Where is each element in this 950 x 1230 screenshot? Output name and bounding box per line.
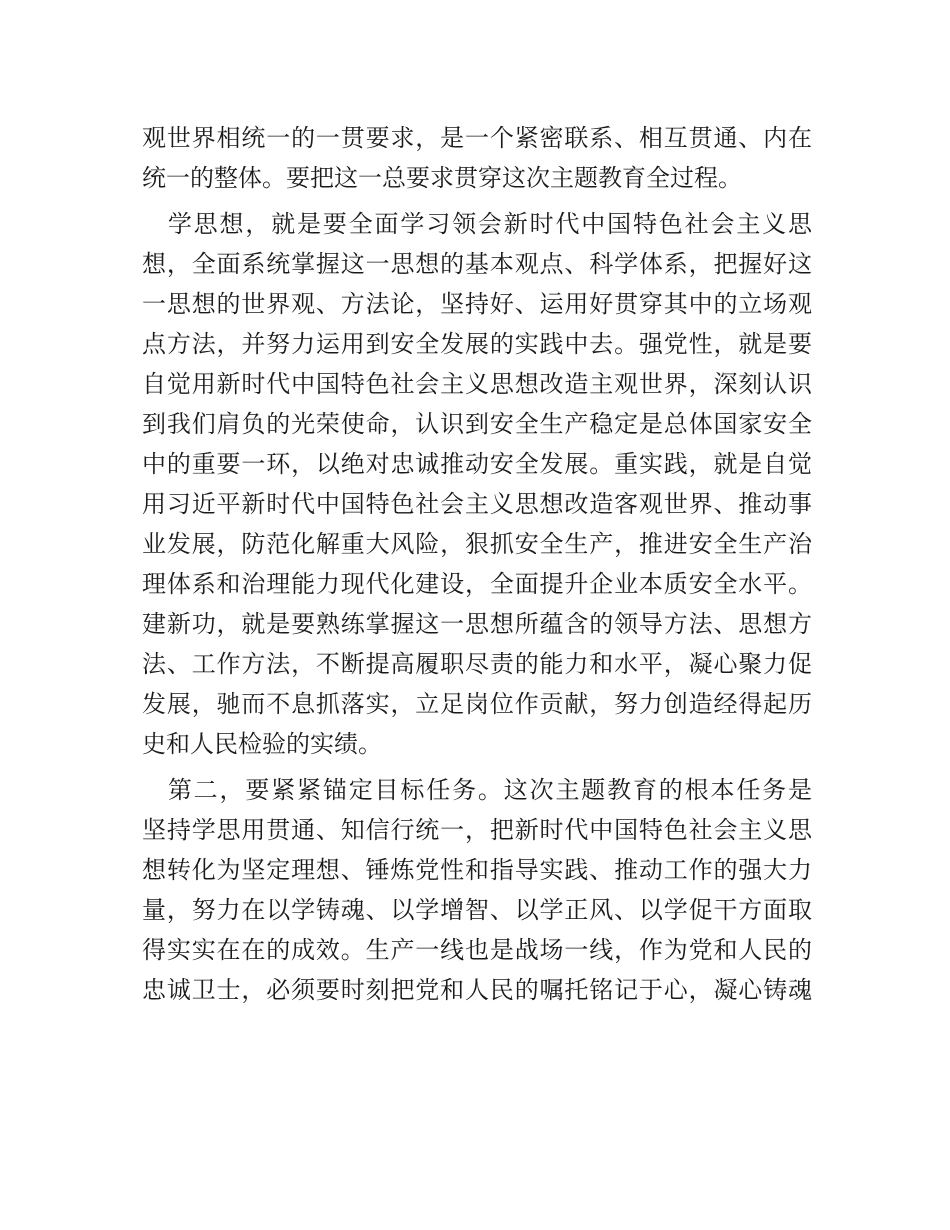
text-line: 中的重要一环，以绝对忠诚推动安全发展。重实践，就是自觉 (142, 450, 812, 478)
text-line: 第二，要紧紧锚定目标任务。这次主题教育的根本任务是 (142, 776, 812, 804)
text-line: 理体系和治理能力现代化建设，全面提升企业本质安全水平。 (142, 570, 812, 598)
text-line: 坚持学思用贯通、知信行统一，把新时代中国特色社会主义思 (142, 816, 812, 844)
text-line: 到我们肩负的光荣使命，认识到安全生产稳定是总体国家安全 (142, 410, 812, 438)
text-line: 想，全面系统掌握这一思想的基本观点、科学体系，把握好这 (142, 250, 812, 278)
text-line: 史和人民检验的实绩。 (142, 730, 382, 758)
text-line: 点方法，并努力运用到安全发展的实践中去。强党性，就是要 (142, 330, 812, 358)
paragraph (142, 770, 812, 1010)
text-line: 量，努力在以学铸魂、以学增智、以学正风、以学促干方面取 (142, 896, 812, 924)
paragraph (142, 204, 812, 764)
text-line: 建新功，就是要熟练掌握这一思想所蕴含的领导方法、思想方 (142, 610, 812, 638)
text-line: 法、工作方法，不断提高履职尽责的能力和水平，凝心聚力促 (142, 650, 812, 678)
text-line: 统一的整体。要把这一总要求贯穿这次主题教育全过程。 (142, 164, 742, 192)
text-line: 用习近平新时代中国特色社会主义思想改造客观世界、推动事 (142, 490, 812, 518)
text-line: 学思想，就是要全面学习领会新时代中国特色社会主义思 (142, 210, 812, 238)
text-line: 想转化为坚定理想、锤炼党性和指导实践、推动工作的强大力 (142, 856, 812, 884)
text-line: 发展，驰而不息抓落实，立足岗位作贡献，努力创造经得起历 (142, 690, 812, 718)
text-line: 观世界相统一的一贯要求，是一个紧密联系、相互贯通、内在 (142, 124, 812, 152)
paragraph (142, 118, 812, 198)
text-line: 忠诚卫士，必须要时刻把党和人民的嘱托铭记于心，凝心铸魂 (142, 976, 812, 1004)
text-line: 自觉用新时代中国特色社会主义思想改造主观世界，深刻认识 (142, 370, 812, 398)
text-line: 业发展，防范化解重大风险，狠抓安全生产，推进安全生产治 (142, 530, 812, 558)
document-body (142, 118, 812, 1010)
text-line: 得实实在在的成效。生产一线也是战场一线，作为党和人民的 (142, 936, 812, 964)
text-line: 一思想的世界观、方法论，坚持好、运用好贯穿其中的立场观 (142, 290, 812, 318)
